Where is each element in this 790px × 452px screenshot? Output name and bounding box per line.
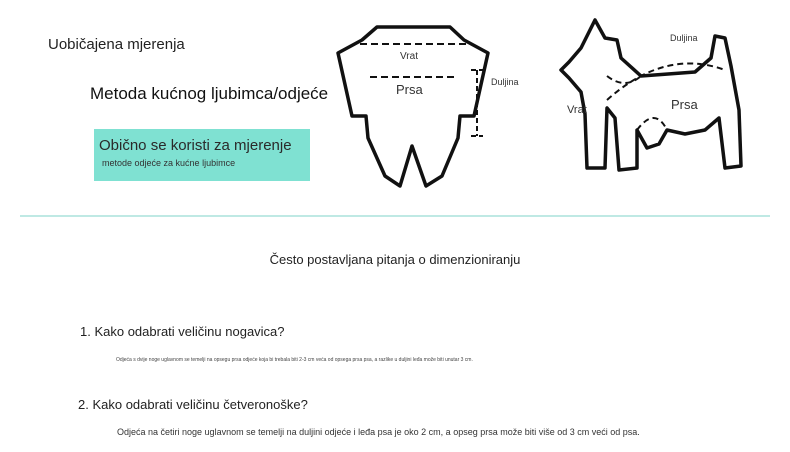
banner-subtitle: metode odjeće za kućne ljubimce [102, 158, 236, 168]
faq-answer: Odjeća s dvije noge uglavnom se temelji na opsegu prsa odjeće koja bi trebala biti 2-3 cm veća od opsega prsa psa, a razlike u duljini leđa može biti unutar 3 cm. [116, 357, 473, 363]
dog-outline [561, 20, 741, 170]
dog-back-measure [607, 63, 725, 100]
faq-question: 2. Kako odabrati veličinu četveronoške? [78, 397, 308, 412]
dog-neck-label: Vrat [567, 104, 587, 116]
garment-length-label: Duljina [491, 77, 519, 87]
measurement-banner [94, 129, 310, 181]
dog-chest-label: Prsa [671, 97, 698, 112]
dog-length-label: Duljina [670, 33, 698, 43]
section-divider [20, 215, 770, 217]
garment-neck-label: Vrat [400, 51, 418, 62]
faq-answer: Odjeća na četiri noge uglavnom se temelji na duljini odjeće i leđa psa je oko 2 cm, a opseg prsa može biti više od 3 cm veći od psa. [117, 427, 640, 437]
dog-chest-measure [637, 118, 667, 130]
banner-title: Obično se koristi za mjerenje [99, 137, 292, 154]
faq-title: Često postavljana pitanja o dimenzioniranju [269, 252, 521, 267]
page-title: Uobičajena mjerenja [48, 36, 185, 53]
garment-measurement-diagram [330, 18, 540, 188]
method-heading: Metoda kućnog ljubimca/odjeće [90, 84, 329, 103]
faq-question: 1. Kako odabrati veličinu nogavica? [80, 324, 285, 339]
garment-chest-label: Prsa [396, 82, 423, 97]
dog-measurement-diagram [555, 18, 755, 178]
